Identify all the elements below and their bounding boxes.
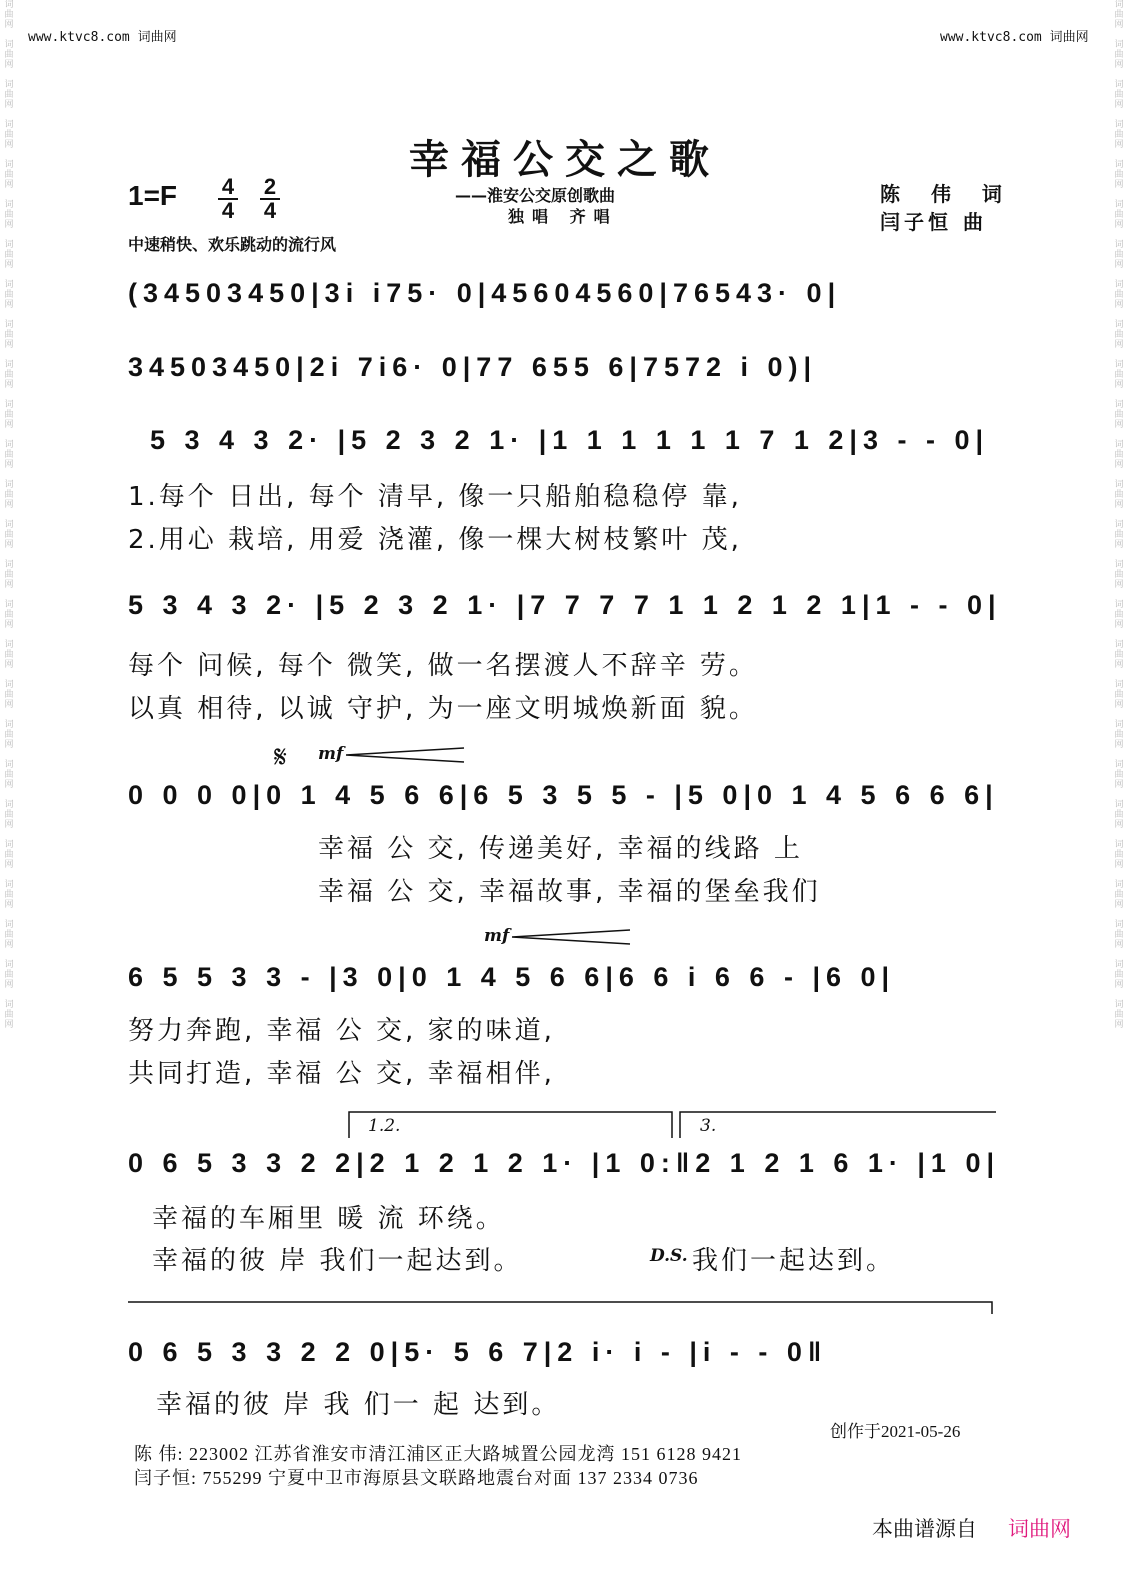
source-label: 本曲谱源自 [872,1517,977,1541]
ending-1-2-label: 1.2. [368,1116,401,1136]
dynamic-mf-1: mf [318,744,344,764]
ds-mark: D.S. [650,1246,688,1266]
score-line-4: 5 3 4 3 2· |5 2 3 2 1· |7 7 7 7 1 1 2 1 2 1|1 - - 0| [128,590,1002,620]
score-line-8: 0 6 5 3 3 2 2 0|5· 5 6 7|2 i· i - |i - - 0‖ [128,1337,828,1367]
performance-type: 独唱 齐唱 [508,207,618,226]
crescendo-hairpin-1 [344,745,468,765]
ending-3-label: 3. [700,1116,717,1136]
lyric-line-6b: 共同打造, 幸福 公 交, 幸福相伴, [128,1059,555,1089]
dynamic-mf-2: mf [484,926,510,946]
composer-credit: 闫子恒 曲 [880,210,987,234]
score-line-5: 0 0 0 0|0 1 4 5 6 6|6 5 3 5 5 - |5 0|0 1 4 5 6 6 6| [128,780,999,810]
song-title: 幸福公交之歌 [409,136,721,183]
lyric-line-7b: 幸福的彼 岸 我们一起达到。 [152,1246,523,1276]
segno-mark: 𝄋 [274,740,287,775]
crescendo-hairpin-2 [510,927,634,947]
lyric-line-3b: 2.用心 栽培, 用爱 浇灌, 像一棵大树枝繁叶 茂, [128,525,742,555]
volta-brackets [348,1110,998,1140]
lyric-line-6a: 努力奔跑, 幸福 公 交, 家的味道, [128,1016,555,1046]
side-watermark-right: 词 曲 网 词 曲 网 词 曲 网 词 曲 网 词 曲 网 词 曲 网 词 曲 网 词 曲 网 词 曲 网 词 曲 网 词 曲 网 词 曲 网 词 曲 网 词 曲 网 词 曲 网 词 曲 网 词 曲 网 词 曲 网 词 曲 网 词 曲 网 词 曲 网 词 曲 网 词 曲 网 词 曲 网 词 曲 网 词 曲 网 [1114,0,1124,1030]
time-signature-1: 4 4 [218,176,238,222]
lyric-line-5b: 幸福 公 交, 幸福故事, 幸福的堡垒我们 [318,877,821,907]
score-line-6: 6 5 5 3 3 - |3 0|0 1 4 5 6 6|6 6 i 6 6 - |6 0| [128,962,896,992]
lyricist-credit: 陈 伟 词 [880,182,1014,206]
lyric-line-4b: 以真 相待, 以诚 守护, 为一座文明城焕新面 貌。 [128,694,758,724]
contact-composer: 闫子恒: 755299 宁夏中卫市海原县文联路地震台对面 137 2334 0736 [134,1468,699,1488]
side-watermark-left: 词 曲 网 词 曲 网 词 曲 网 词 曲 网 词 曲 网 词 曲 网 词 曲 网 词 曲 网 词 曲 网 词 曲 网 词 曲 网 词 曲 网 词 曲 网 词 曲 网 词 曲 网 词 曲 网 词 曲 网 词 曲 网 词 曲 网 词 曲 网 词 曲 网 词 曲 网 词 曲 网 词 曲 网 词 曲 网 词 曲 网 [4,0,14,1030]
lyric-line-3a: 1.每个 日出, 每个 清早, 像一只船舶稳稳停 靠, [128,482,742,512]
lyric-line-5a: 幸福 公 交, 传递美好, 幸福的线路 上 [318,834,803,864]
score-line-7: 0 6 5 3 3 2 2|2 1 2 1 2 1· |1 0:‖2 1 2 1 6 1· |1 0| [128,1148,1001,1178]
site-watermark-right: www.ktvc8.com 词曲网 [940,30,1089,45]
song-subtitle: ——淮安公交原创歌曲 [455,186,616,205]
source-site-link[interactable]: 词曲网 [1008,1517,1071,1541]
contact-lyricist: 陈 伟: 223002 江苏省淮安市清江浦区正大路城置公园龙湾 151 6128 9421 [134,1444,742,1464]
lyric-line-7-ds: 我们一起达到。 [692,1246,896,1276]
tempo-marking: 中速稍快、欢乐跳动的流行风 [128,235,337,254]
site-watermark-left: www.ktvc8.com 词曲网 [28,30,177,45]
lyric-line-4a: 每个 问候, 每个 微笑, 做一名摆渡人不辞辛 劳。 [128,651,758,681]
coda-bracket [128,1300,998,1316]
score-line-1: (34503450|3i i75· 0|45604560|76543· 0| [128,278,842,308]
lyric-line-7a: 幸福的车厢里 暖 流 环绕。 [152,1204,505,1234]
time-signature-2: 2 4 [260,176,280,222]
key-signature: 1=F [128,180,178,211]
lyric-line-8: 幸福的彼 岸 我 们一 起 达到。 [156,1390,561,1420]
score-line-3: 5 3 4 3 2· |5 2 3 2 1· |1 1 1 1 1 1 7 1 2|3 - - 0| [150,425,990,455]
score-line-2: 34503450|2i 7i6· 0|77 655 6|7572 i 0)| [128,352,818,382]
created-date: 创作于2021-05-26 [830,1422,961,1441]
